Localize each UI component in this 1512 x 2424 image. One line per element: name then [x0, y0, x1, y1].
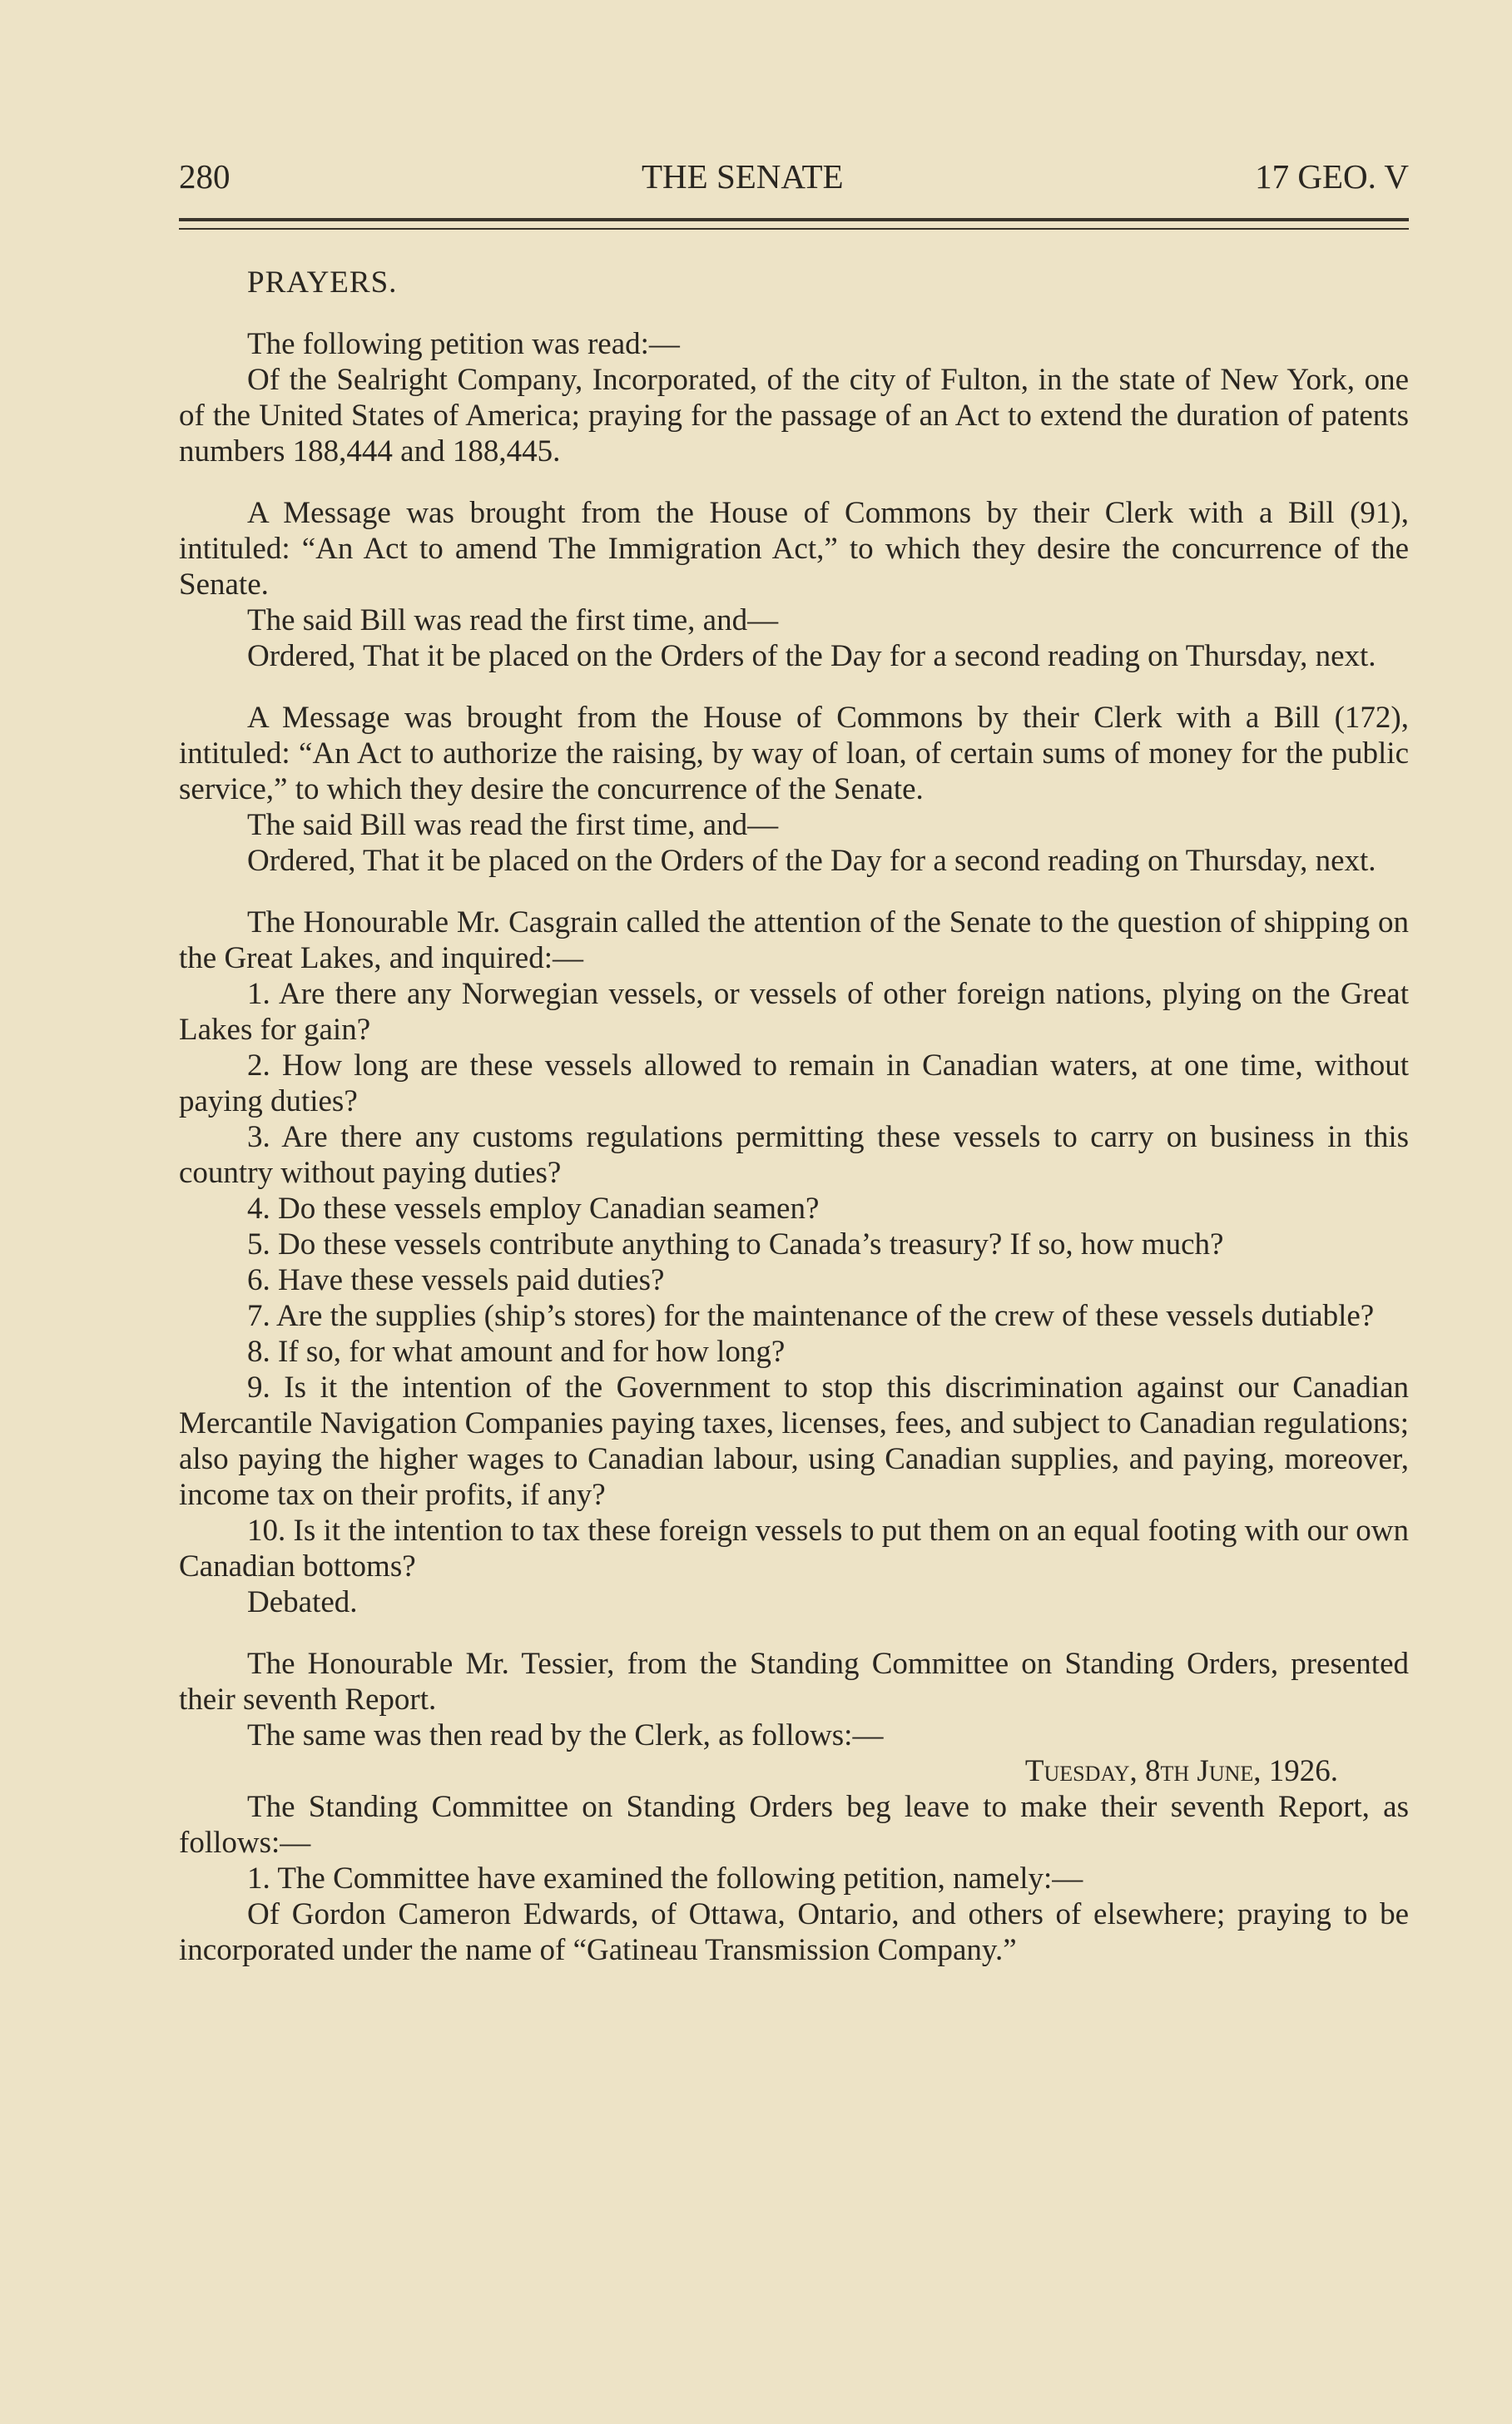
header-rule [179, 218, 1409, 230]
clerk-read: The same was then read by the Clerk, as follows:— [247, 1718, 884, 1752]
question-item: 10. Is it the intention to tax these foreign vessels to put them on an equal footing with our own Canadian bottoms? [179, 1514, 1409, 1584]
question-item: 9. Is it the intention of the Government to stop this discrimination against our Canadian Mercantile Navigation Companies paying taxes, licenses, fees, and subject to Canadian regulations; also paying the higher wages to Canadian labour, using Canadian supplies, and paying, moreover, income tax on their profits, if any? [179, 1371, 1409, 1512]
question-item: 3. Are there any customs regulations permitting these vessels to carry on business in this country without paying duties? [179, 1120, 1409, 1190]
regnal-year: 17 GEO. V [1255, 157, 1409, 196]
question-item: 7. Are the supplies (ship’s stores) for the maintenance of the crew of these vessels dutiable? [247, 1299, 1375, 1333]
question-item: 5. Do these vessels contribute anything to Canada’s treasury? If so, how much? [247, 1227, 1224, 1262]
message-2-read: The said Bill was read the first time, and— [247, 808, 779, 842]
petition-text: Of the Sealright Company, Incorporated, of the city of Fulton, in the state of New York, one of the United States of America; praying for the passage of an Act to extend the duration of patents numbers 188,444 and 188,445. [179, 363, 1409, 468]
report-item-1: 1. The Committee have examined the following petition, namely:— [247, 1861, 1083, 1896]
tessier-intro: The Honourable Mr. Tessier, from the Standing Committee on Standing Orders, presented their seventh Report. [179, 1647, 1409, 1717]
report-petition: Of Gordon Cameron Edwards, of Ottawa, Ontario, and others of elsewhere; praying to be incorporated under the name of “Gatineau Transmission Company.” [179, 1897, 1409, 1967]
prayers-heading: PRAYERS. [247, 265, 398, 300]
report-intro: The Standing Committee on Standing Orders beg leave to make their seventh Report, as follows:— [179, 1790, 1409, 1860]
question-item: 4. Do these vessels employ Canadian seamen? [247, 1192, 820, 1226]
question-item: 1. Are there any Norwegian vessels, or vessels of other foreign nations, plying on the Great Lakes for gain? [179, 977, 1409, 1047]
report-date: Tuesday, 8th June, 1926. [1024, 1754, 1338, 1788]
question-item: 2. How long are these vessels allowed to remain in Canadian waters, at one time, without paying duties? [179, 1048, 1409, 1118]
message-1-read: The said Bill was read the first time, and— [247, 603, 779, 637]
message-1-order: Ordered, That it be placed on the Orders of the Day for a second reading on Thursday, next. [247, 639, 1376, 673]
question-item: 6. Have these vessels paid duties? [247, 1263, 665, 1297]
page-number: 280 [179, 157, 231, 196]
page-header [179, 156, 1409, 196]
debated-note: Debated. [247, 1585, 358, 1619]
casgrain-intro: The Honourable Mr. Casgrain called the attention of the Senate to the question of shipping on the Great Lakes, and inquired:— [179, 905, 1409, 975]
message-2: A Message was brought from the House of Commons by their Clerk with a Bill (172), intituled: “An Act to authorize the raising, by way of loan, of certain sums of money for the public service,” to which they desire the concurrence of the Senate. [179, 701, 1409, 806]
question-item: 8. If so, for what amount and for how long? [247, 1335, 786, 1369]
message-1: A Message was brought from the House of Commons by their Clerk with a Bill (91), intituled: “An Act to amend The Immigration Act,” to which they desire the concurrence of the Senate. [179, 496, 1409, 602]
message-2-order: Ordered, That it be placed on the Orders of the Day for a second reading on Thursday, next. [247, 844, 1376, 878]
page-body [179, 265, 1409, 1968]
petition-intro: The following petition was read:— [247, 327, 680, 361]
page-title: THE SENATE [642, 157, 844, 196]
